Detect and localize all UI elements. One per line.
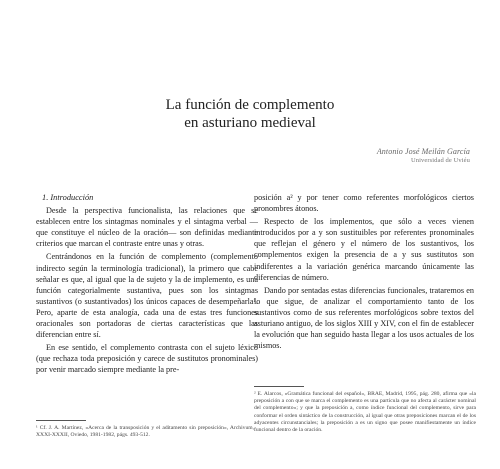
section-heading: 1. Introducción — [42, 193, 94, 202]
left-column — [36, 192, 258, 378]
right-paragraph-2: Respecto de los implementos, que sólo a veces vienen introducidos por a y son sustituibles por referentes pronominales que reflejan el género y el número de los sustantivos, los complementos exigen la presencia de a y sus sustitutos son indiferentes a la variación genérica marcando únicamente las diferencias de número. — [254, 217, 474, 282]
author-affiliation: Universidad de Uviéu — [410, 157, 470, 164]
article-title — [0, 96, 500, 132]
footnote-rule-right — [254, 386, 304, 387]
right-column — [254, 192, 474, 353]
right-paragraph-3: Dando por sentadas estas diferencias funcionales, trataremos en lo que sigue, de analizar el comportamiento tanto de los sustantivos como de sus referentes morfológicos sobre textos del asturiano antiguo, de los siglos XIII y XIV, con el fin de establecer la evolución que han seguido hasta llegar a los usos actuales de los mismos. — [254, 285, 474, 351]
footnote-rule-left — [36, 420, 86, 421]
article-title-line-1: La función de complemento — [165, 97, 335, 113]
right-paragraph-1: posición a² y por tener como referentes morfológicos ciertos pronombres átonos. — [254, 193, 474, 214]
author-block — [377, 147, 470, 165]
left-paragraph-3: En ese sentido, el complemento contrasta con el sujeto léxico (que rechaza toda preposición y carece de sustitutos pronominales) por venir marcado siempre mediante la pre- — [36, 343, 258, 375]
left-paragraph-1: Desde la perspectiva funcionalista, las relaciones que se establecen entre los sintagmas nominales y el sintagma verbal —que constituye el núcleo de la oración— son definidas mediante criterios que marcan el contraste entre unas y otras. — [36, 206, 258, 249]
article-title-line-2: en asturiano medieval — [184, 115, 316, 131]
footnote-right: ² E. Alarcos, «Gramática funcional del español», BRAE, Madrid, 1995, pág. 280, afirma que «la preposición a con que se marca el complemento es una partícula que no afecta al carácter nominal del complemento»; y que la preposición a, como índice funcional del complemento, sirve para conformar el orden sintáctico de la construcción, al igual que otras preposiciones marcan el de los adyacentes circunstanciales; la preposición a es un signo que posee manifiestamente un índice funcional dentro de la oración. — [254, 391, 476, 434]
author-name: Antonio José Meilán García — [376, 147, 470, 156]
left-paragraph-2: Centrándonos en la función de complemento (complemento indirecto según la terminología tradicional), la primero que cabe señalar es que, al igual que la de sujeto y la de implemento, es una función categorialmente sustantiva, pues son los sintagmas sustantivos (o sustantivados) los únicos capaces de desempeñarla¹. Pero, aparte de esta analogía, cada una de estas tres funciones oracionales son portadoras de ciertas características que las diferencian entre sí. — [36, 252, 258, 340]
footnote-left: ¹ Cf. J. A. Martínez, «Acerca de la transposición y el aditamento sin preposición», Archivum, XXXI-XXXII, Oviedo, 1981-1982, págs. 493-512. — [36, 425, 254, 439]
